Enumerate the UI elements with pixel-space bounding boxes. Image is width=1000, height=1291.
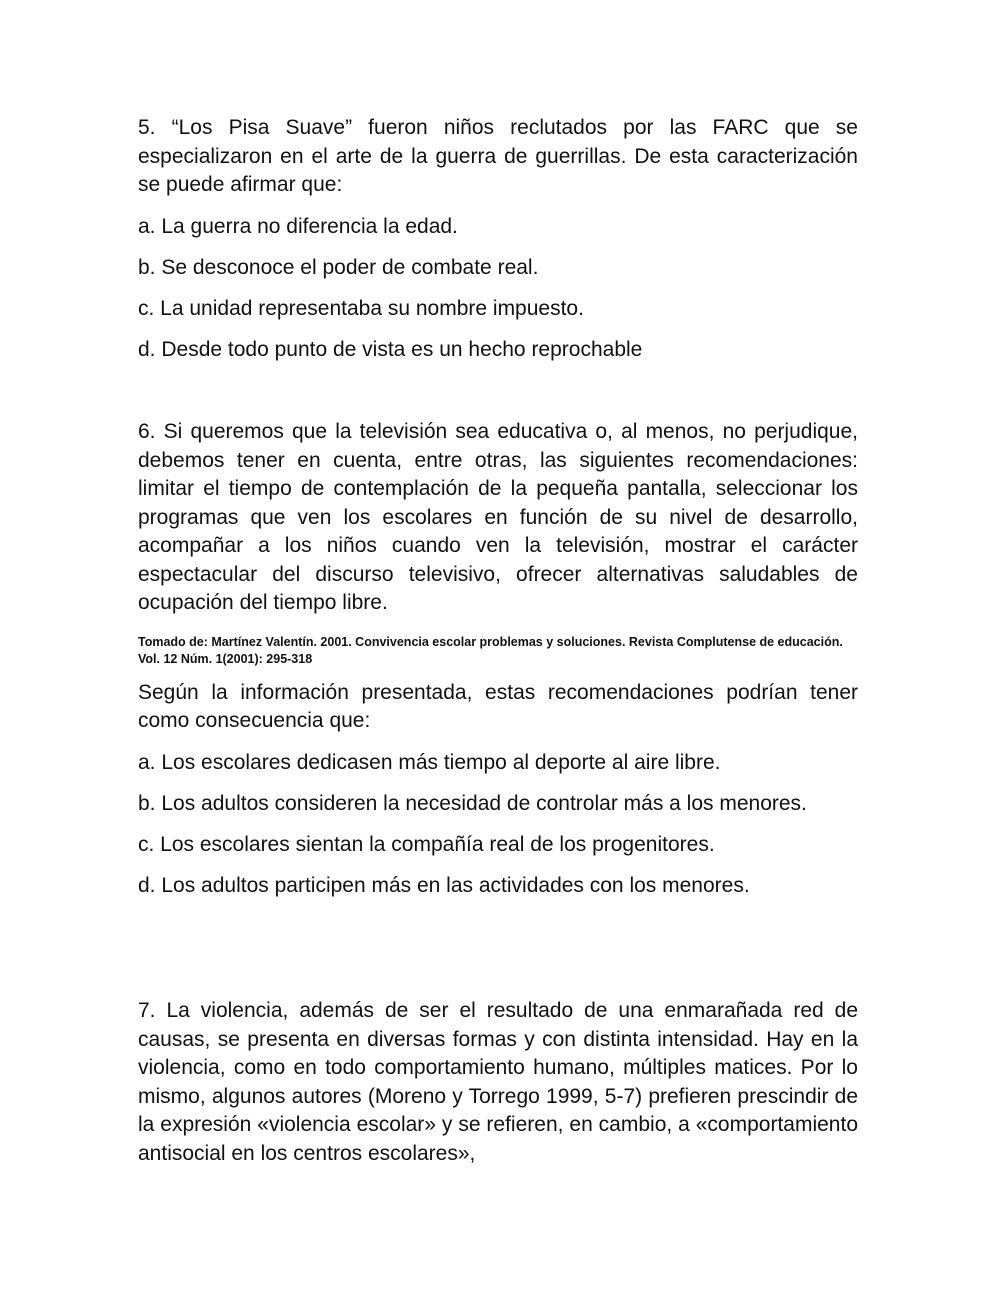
question-5-option-c: c. La unidad representaba su nombre impuesto.: [138, 296, 584, 320]
question-5: [138, 114, 858, 364]
question-5-stem: 5. “Los Pisa Suave” fueron niños reclutados por las FARC que se especializaron en el arte de la guerra de guerrillas. De esta caracterización se puede afirmar que:: [138, 116, 858, 196]
question-6-stem: 6. Si queremos que la televisión sea educativa o, al menos, no perjudique, debemos tener en cuenta, entre otras, las siguientes recomendaciones: limitar el tiempo de contemplación de la pequeña pantalla, seleccionar los programas que ven los escolares en función de su nivel de desarrollo, acompañar a los niños cuando ven la televisión, mostrar el carácter espectacular del discurso televisivo, ofrecer alternativas saludables de ocupación del tiempo libre.: [138, 420, 858, 614]
question-6-source: Tomado de: Martínez Valentín. 2001. Convivencia escolar problemas y soluciones. Revista Complutense de educación. Vol. 12 Núm. 1(2001): 295-318: [138, 634, 843, 666]
question-5-option-d: d. Desde todo punto de vista es un hecho reprochable: [138, 337, 643, 361]
question-6-prompt: Según la información presentada, estas recomendaciones podrían tener como consecuencia que:: [138, 680, 858, 732]
question-5-option-b: b. Se desconoce el poder de combate real.: [138, 255, 539, 279]
question-7: [138, 997, 858, 1168]
question-6-option-b: b. Los adultos consideren la necesidad de controlar más a los menores.: [138, 791, 807, 815]
question-6-option-c: c. Los escolares sientan la compañía real de los progenitores.: [138, 832, 715, 856]
question-5-option-a: a. La guerra no diferencia la edad.: [138, 214, 458, 238]
question-6-option-a: a. Los escolares dedicasen más tiempo al deporte al aire libre.: [138, 750, 721, 774]
question-6-option-d: d. Los adultos participen más en las actividades con los menores.: [138, 873, 750, 897]
question-6: [138, 418, 858, 900]
question-7-stem: 7. La violencia, además de ser el resultado de una enmarañada red de causas, se presenta en diversas formas y con distinta intensidad. Hay en la violencia, como en todo comportamiento humano, múltiples matices. Por lo mismo, algunos autores (Moreno y Torrego 1999, 5-7) prefieren prescindir de la expresión «violencia escolar» y se refieren, en cambio, a «comportamiento antisocial en los centros escolares»,: [138, 999, 858, 1165]
